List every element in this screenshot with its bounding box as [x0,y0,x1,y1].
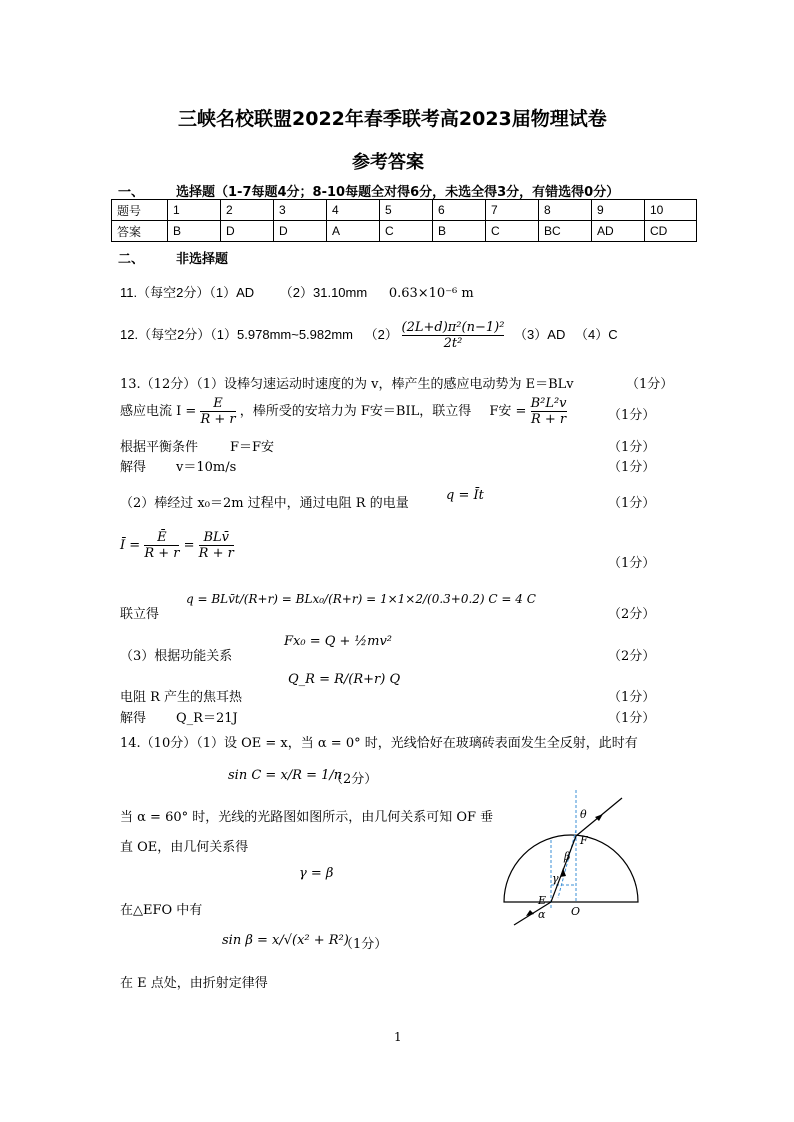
table-cell: 2 [221,200,274,221]
q13-score3: （1分） [608,440,656,455]
numerator: E [213,396,223,411]
q14-line7-score: （1分） [340,937,388,952]
answer-table [111,199,697,242]
table-cell: A [327,221,380,242]
table-cell: B [433,221,486,242]
table-cell: C [380,221,433,242]
q13-score10: （1分） [608,711,656,726]
q13-line10-eq: Q_R＝21J [176,711,238,726]
q13-line4-label: 解得 [120,460,147,475]
semicircle-outline [504,835,638,902]
q13-line5: （2）棒经过 x₀＝2m 过程中，通过电阻 R 的电量 [120,496,409,511]
q14-line5-eq: γ = β [299,866,334,881]
label-f: F [580,834,588,847]
label-alpha: α [538,908,546,921]
q13-score1: （1分） [626,377,674,392]
q13-score2: （1分） [608,408,656,423]
q13-l2-force-fraction [531,396,567,427]
q13-line1: 13.（12分）（1）设棒匀速运动时速度的为 v，棒产生的感应电动势为 E＝BLv [120,377,574,392]
denominator: R + r [198,546,234,561]
table-cell: CD [645,221,697,242]
label-gamma: γ [552,872,559,885]
table-cell: D [274,221,327,242]
q11-part3: 0.63×10⁻⁶ m [388,286,474,301]
page-title: 三峡名校联盟2022年春季联考高2023届物理试卷 [178,108,607,130]
label-beta: β [564,850,571,863]
table-answer-label: 答案 [112,221,168,242]
q11-line [120,282,474,301]
table-cell: 1 [168,200,221,221]
q12-part3: （3）AD [514,326,566,342]
q12-numerator: (2L+d)π²(n−1)² [401,320,505,335]
q13-line2 [120,396,567,427]
q14-line7-eq: sin β = x/√(x² + R²) [222,933,349,948]
q13-l6-label: Ī = [120,538,141,553]
q14-line2-score: （2分） [330,772,378,787]
table-cell: 8 [539,200,592,221]
q14-line4: 直 OE，由几何关系得 [120,840,249,855]
q14-line2-eq: sin C = x/R = 1/n [228,768,343,783]
label-o: O [571,905,581,918]
table-cell: C [486,221,539,242]
q11-part2: （2）31.10mm [279,285,368,300]
q13-score7: （2分） [608,607,656,622]
numerator: Ē [157,530,167,545]
q13-line4-eq: v＝10m/s [176,460,237,475]
q13-line7-eq: q = BLv̄t/(R+r) = BLx₀/(R+r) = 1×1×2/(0.3+0.2) C = 4 C [186,592,536,606]
q13-line9-label: 电阻 R 产生的焦耳热 [120,690,243,705]
section1-heading: 选择题（1-7每题4分；8-10每题全对得6分，未选全得3分，有错选得0分） [176,185,620,200]
q13-line3-label: 根据平衡条件 [120,440,199,455]
table-cell: 9 [592,200,645,221]
section2-num: 二、 [118,252,145,267]
q13-line5-eq: q = Īt [446,488,484,503]
numerator: BLv̄ [203,530,230,545]
q14-line6: 在△EFO 中有 [120,903,203,918]
denominator: R + r [200,412,236,427]
q13-line9-eq: Q_R = R/(R+r) Q [288,672,401,687]
q13-score6: （1分） [608,556,656,571]
q14-line8: 在 E 点处，由折射定律得 [120,976,268,991]
optics-figure [496,790,646,930]
table-cell: D [221,221,274,242]
q14-line1: 14.（10分）（1）设 OE = x，当 α = 0° 时，光线恰好在玻璃砖表面发生全反射，此时有 [120,736,638,751]
table-cell: B [168,221,221,242]
table-row-answers [112,221,697,242]
dashed-of [558,830,576,898]
table-cell: BC [539,221,592,242]
q13-l2-label: 感应电流 I = [120,404,197,419]
q13-l6-fraction2 [199,530,234,561]
q12-lead: 12.（每空2分）（1）5.978mm~5.982mm [120,326,354,342]
q12-part2: （2） [364,326,398,342]
table-cell: 7 [486,200,539,221]
q12-fraction [402,320,505,351]
q11-lead: 11.（每空2分）（1）AD [120,285,255,300]
q13-l6-fraction1 [144,530,179,561]
q12-part4: （4）C [574,326,618,342]
label-e: E [538,894,547,907]
page-number: 1 [394,1030,402,1044]
q13-line3-eq: F＝F安 [230,440,275,455]
q12-line [120,320,618,351]
denominator: R + r [144,546,180,561]
table-cell: 4 [327,200,380,221]
refracted-ray [551,836,576,902]
section1-num: 一、 [118,185,145,200]
numerator: B²L²v [530,396,567,411]
table-cell: 6 [433,200,486,221]
table-cell: 10 [645,200,697,221]
q14-line3: 当 α = 60° 时，光线的光路图如图所示，由几何关系可知 OF 垂 [120,810,494,825]
q13-score5: （1分） [608,496,656,511]
table-cell: AD [592,221,645,242]
q13-score4: （1分） [608,460,656,475]
table-cell: 5 [380,200,433,221]
q13-score8: （2分） [608,649,656,664]
q13-score9: （1分） [608,690,656,705]
page-subtitle: 参考答案 [352,152,424,173]
q13-line8-label: （3）根据功能关系 [120,649,233,664]
q12-denominator: 2t² [402,335,505,351]
q13-line7-label: 联立得 [120,607,160,622]
q13-l2-fraction [200,396,235,427]
table-cell: 3 [274,200,327,221]
denominator: R + r [530,412,567,427]
q13-line8-eq: Fx₀ = Q + ½mv² [284,634,393,649]
table-header-label: 题号 [112,200,168,221]
q13-l2-force: F安 = [489,404,527,419]
label-theta: θ [580,808,587,821]
q13-l2-text: ，棒所受的安培力为 F安＝BIL，联立得 [239,404,472,419]
q13-line10-label: 解得 [120,711,147,726]
section2-heading: 非选择题 [176,252,229,267]
q13-l6-eq: = [183,538,195,553]
q13-line6 [120,530,234,561]
table-row-numbers [112,200,697,221]
